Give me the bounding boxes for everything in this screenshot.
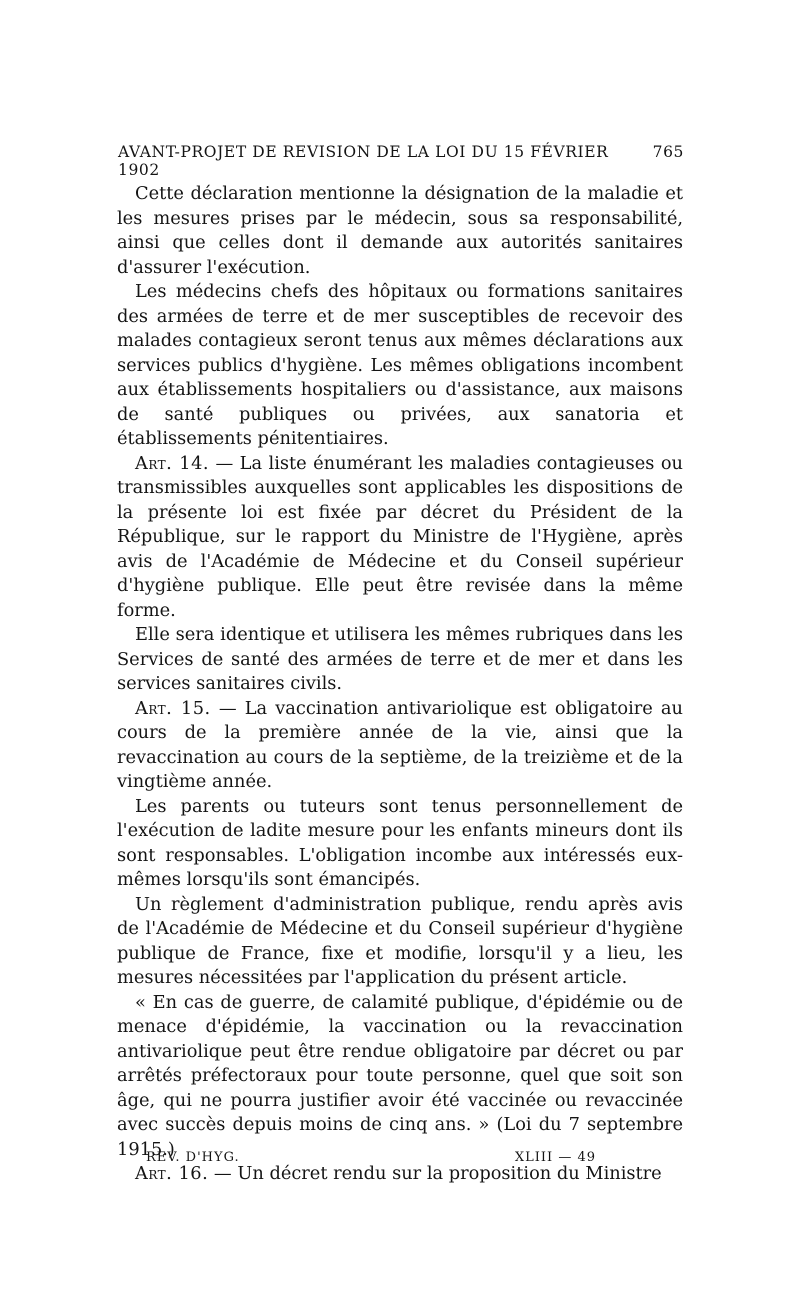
- article-label: Art. 16.: [135, 1163, 209, 1184]
- paragraph-4: [117, 623, 683, 697]
- paragraph-7: [117, 893, 683, 991]
- page-number: 765: [652, 143, 684, 161]
- paragraph-text: — La liste énumérant les maladies contagieuses ou transmissibles auxquelles sont applicables les dispositions de la présente loi est fixée par décret du Président de la République, sur le rapport du Ministre de l'Hygiène, après avis de l'Académie de Médecine et du Conseil supérieur d'hygiène publique. Elle peut être revisée dans la même forme.: [117, 452, 683, 621]
- paragraph-text: Les parents ou tuteurs sont tenus personnellement de l'exécution de ladite mesure pour les enfants mineurs dont ils sont responsables. L'obligation incombe aux intéressés eux-mêmes lorsqu'ils sont émancipés.: [117, 795, 683, 890]
- article-label: Art. 15.: [135, 697, 211, 719]
- running-header: [118, 143, 684, 179]
- paragraph-text: Elle sera identique et utilisera les mêmes rubriques dans les Services de santé des armées de terre et de mer et dans les services sanitaires civils.: [117, 624, 683, 694]
- article-label: Art. 14.: [135, 452, 210, 474]
- header-title: AVANT-PROJET DE REVISION DE LA LOI DU 15 FÉVRIER 1902: [118, 143, 609, 179]
- paragraph-text: Les médecins chefs des hôpitaux ou formations sanitaires des armées de terre et de mer susceptibles de recevoir des malades contagieux seront tenus aux mêmes déclarations aux services publics d'hygiène. Les mêmes obligations incombent aux établissements hospitaliers ou d'assistance, aux maisons de santé publiques ou privées, aux sanatoria et établissements pénitentiaires.: [117, 281, 683, 449]
- article-14: [117, 452, 683, 624]
- paragraph-8: [117, 991, 683, 1163]
- article-16: [117, 1162, 683, 1187]
- paragraph-text: « En cas de guerre, de calamité publique, d'épidémie ou de menace d'épidémie, la vaccination ou la revaccination antivariolique peut être rendue obligatoire par décret ou par arrêtés préfectoraux pour toute personne, quel que soit son âge, qui ne pourra justifier avoir été vaccinée ou revaccinée avec succès depuis moins de cinq ans. » (Loi du 7 septembre 1915.): [117, 991, 683, 1160]
- footer-signature: XLIII — 49: [514, 1150, 596, 1165]
- paragraph-text: Cette déclaration mentionne la désignation de la maladie et les mesures prises par le médecin, sous sa responsabilité, ainsi que celles dont il demande aux autorités sanitaires d'assurer l'exécution.: [117, 183, 683, 278]
- paragraph-2: [117, 280, 683, 452]
- body-text: [117, 182, 683, 1187]
- paragraph-text: — Un décret rendu sur la proposition du Ministre: [208, 1163, 662, 1184]
- article-15: [117, 697, 683, 795]
- paragraph-1: [117, 182, 683, 280]
- paragraph-text: — La vaccination antivariolique est obligatoire au cours de la première année de la vie, ainsi que la revaccination au cours de la septième, de la treizième et de la vingtième année.: [117, 697, 683, 792]
- signature-footer: [146, 1150, 596, 1165]
- paragraph-6: [117, 795, 683, 893]
- paragraph-text: Un règlement d'administration publique, rendu après avis de l'Académie de Médecine et du Conseil supérieur d'hygiène publique de France, fixe et modifie, lorsqu'il y a lieu, les mesures nécessitées par l'application du présent article.: [117, 893, 683, 988]
- footer-journal: REV. D'HYG.: [146, 1150, 240, 1165]
